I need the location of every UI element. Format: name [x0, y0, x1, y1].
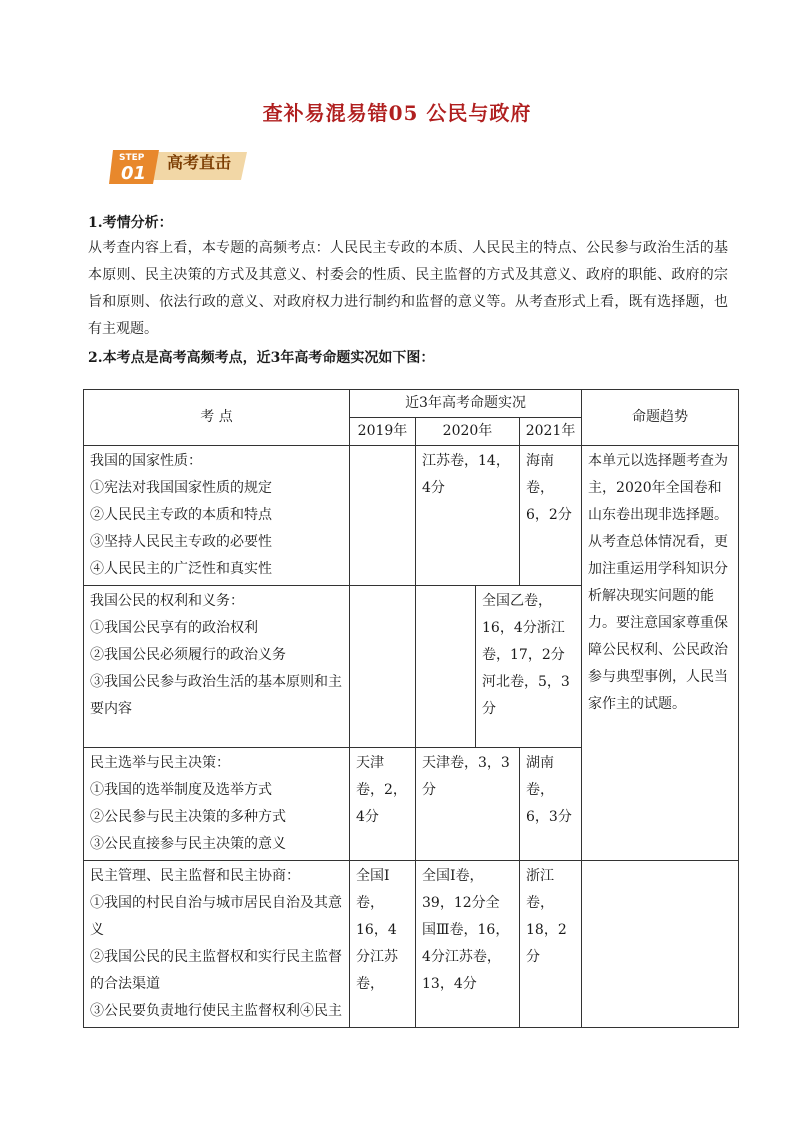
cell-2020: [416, 586, 476, 748]
topic-cell: 民主管理、民主监督和民主协商： ①我国的村民自治与城市居民自治及其意义 ②我国公民的民主监督权和实行民主监督的合法渠道 ③公民要负责地行使民主监督权利④民主: [84, 861, 350, 1028]
trend-cell-empty: [582, 861, 739, 1028]
header-recent: 近3年高考命题实况: [350, 390, 582, 418]
cell-2019: 天津卷，2，4分: [350, 748, 416, 861]
step-title: 高考直击: [167, 153, 232, 172]
cell-2019: [350, 586, 416, 748]
trend-cell: 本单元以选择题考查为主，2020年全国卷和山东卷出现非选择题。从考查总体情况看，更加注重运用学科知识分析解决现实问题的能力。要注意国家尊重保障公民权利、公民政治参与典型事例，人民当家作主的试题。: [582, 446, 739, 861]
analysis-paragraph: 从考查内容上看，本专题的高频考点：人民民主专政的本质、人民民主的特点、公民参与政治生活的基本原则、民主决策的方式及其意义、村委会的性质、民主监督的方式及其意义、政府的职能、政府的宗旨和原则、依法行政的意义、对政府权力进行制约和监督的意义等。从考查形式上看，既有选择题，也有主观题。: [88, 240, 728, 337]
step-number: 01: [121, 163, 147, 184]
page-title: 查补易混易错05 公民与政府: [262, 101, 532, 125]
year-2019: 2019年: [350, 418, 416, 446]
step-label: STEP: [119, 153, 145, 163]
exam-table: [83, 389, 739, 1028]
topic-cell: 民主选举与民主决策： ①我国的选举制度及选举方式 ②公民参与民主决策的多种方式 ③公民直接参与民主决策的意义: [84, 748, 350, 861]
year-2020: 2020年: [416, 418, 520, 446]
cell-2021: 全国乙卷，16，4分浙江卷，17，2分河北卷，5，3分: [476, 586, 582, 748]
topic-cell: 我国公民的权利和义务： ①我国公民享有的政治权利 ②我国公民必须履行的政治义务 ③我国公民参与政治生活的基本原则和主要内容: [84, 586, 350, 748]
cell-2020: 全国Ⅰ卷，39，12分全国Ⅲ卷，16，4分江苏卷，13，4分: [416, 861, 520, 1028]
header-kaodian: 考 点: [84, 390, 350, 446]
year-2021: 2021年: [520, 418, 582, 446]
section-heading-stats: 2.本考点是高考高频考点，近3年高考命题实况如下图：: [88, 350, 435, 366]
cell-2021: 浙江卷，18，2分: [520, 861, 582, 1028]
cell-2020: 天津卷，3，3分: [416, 748, 520, 861]
cell-2021: 湖南卷，6，3分: [520, 748, 582, 861]
cell-2019: 全国Ⅰ卷，16，4分江苏卷，: [350, 861, 416, 1028]
cell-2020: 江苏卷，14，4分: [416, 446, 520, 586]
topic-cell: 我国的国家性质： ①宪法对我国国家性质的规定 ②人民民主专政的本质和特点 ③坚持人民民主专政的必要性 ④人民民主的广泛性和真实性: [84, 446, 350, 586]
cell-2021: 海南卷，6，2分: [520, 446, 582, 586]
section-heading-analysis: 1.考情分析：: [88, 215, 173, 231]
cell-2019: [350, 446, 416, 586]
header-trend: 命题趋势: [582, 390, 739, 446]
